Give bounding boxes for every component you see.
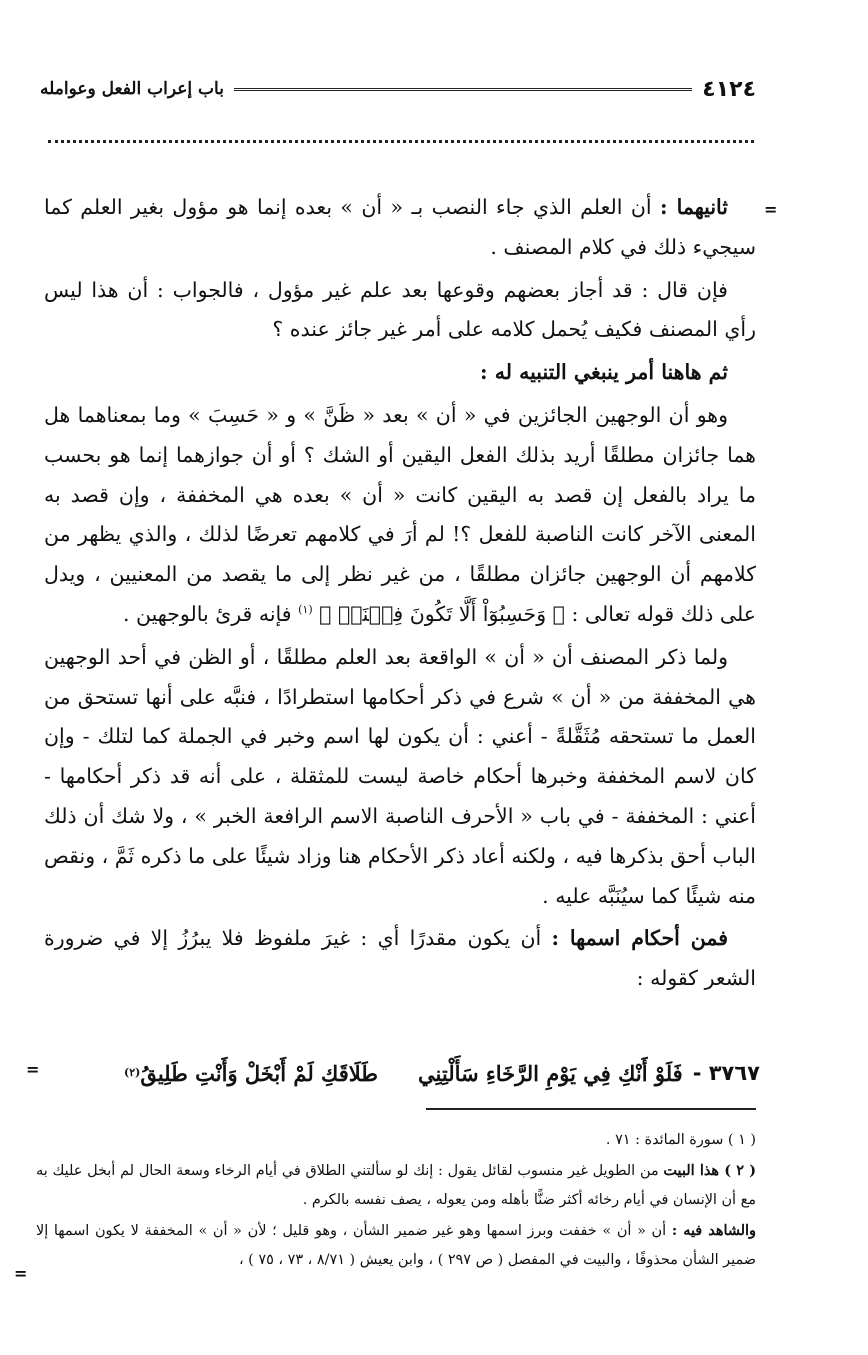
chapter-title: باب إعراب الفعل وعوامله	[40, 79, 224, 99]
verse-hemistich-1: فَلَوْ أَنْكِ فِي يَوْمِ الرَّخَاءِ سَأَلْتِنِي	[418, 1060, 683, 1086]
paragraph: ثانيهما : أن العلم الذي جاء النصب بـ « أن » بعده إنما هو مؤول بغير العلم كما سيجيء ذلك في كلام المصنف .	[44, 195, 756, 259]
paragraph-heading: ثم هاهنا أمر ينبغي التنبيه له :	[480, 360, 728, 385]
verse-hemistich-2: طَلَاقَكِ لَمْ أَبْخَلْ وَأَنْتِ طَلِيقُ	[140, 1060, 379, 1086]
footnote-ref: (١)	[298, 603, 313, 617]
paragraph: ولما ذكر المصنف أن « أن » الواقعة بعد العلم مطلقًا ، أو الظن في أحد الوجهين هي المخففة من « أن » شرع في ذكر أحكامها استطرادًا ، فنبَّه على أنها تستحق من العمل ما تستحقه مُثَقَّلةً - أعني : أن يكون لها اسم وخبر في الجملة كما لتلك - وإن كان لاسم المخففة وخبرها أحكام خاصة ليست للمثقلة ، على أنه قد ذكر أحكامها - أعني : المخففة - في باب « الأحرف الناصبة الاسم الرافعة الخبر » ، ولا شك أن ذلك الباب أحق بذكرها فيه ، ولكنه أعاد ذكر الأحكام هنا وزاد شيئًا على ما ذكره ثَمَّ ، ونقص منه شيئًا كما سيُنَبَّه عليه .	[44, 644, 756, 908]
paragraph: فمن أحكام اسمها : أن يكون مقدرًا أي : غيرَ ملفوظ فلا يبرُزُ إلا في ضرورة الشعر كقوله :	[44, 926, 756, 991]
running-header	[40, 72, 756, 106]
dotted-divider	[48, 140, 754, 155]
footnote: والشاهد فيه : أن « أن » خففت وبرز اسمها وهو غير ضمير الشأن ، وهو قليل ؛ لأن « أن » المخففة لا يكون اسمها إلا ضمير الشأن محذوفًا ، والبيت في المفصل ( ص ٢٩٧ ) ، وابن يعيش ( ٨/٧١ ، ٧٣ ، ٧٥ ) ،	[36, 1221, 756, 1268]
margin-mark-verse: =	[26, 1060, 40, 1079]
poetry-verse: ٣٧٦٧ - فَلَوْ أَنْكِ فِي يَوْمِ الرَّخَاءِ سَأَلْتِنِي طَلَاقَكِ لَمْ أَبْخَلْ وَأَنْتِ طَلِيقُ (٢)	[123, 1060, 760, 1086]
verse-number: ٣٧٦٧ -	[692, 1061, 760, 1085]
footnote: ( ١ ) سورة المائدة : ٧١ .	[605, 1132, 756, 1148]
margin-mark-top: =	[764, 200, 778, 219]
footnote-rule	[426, 1108, 756, 1110]
header-rule	[234, 88, 692, 91]
margin-mark-footnote: =	[14, 1264, 28, 1283]
footnote: ( ٢ ) هذا البيت من الطويل غير منسوب لقائل يقول : إنك لو سألتني الطلاق في أيام الرخاء وسعة الحال لم أبخل عليك به مع أن الإنسان في أيام رخائه أكثر ضنًّا بأهله ومن يعوله ، يصف نفسه بالكرم .	[36, 1161, 757, 1208]
quran-quote: ﴿ وَحَسِبُوٓاْ أَلَّا تَكُونَ فِتۡنَةٞ ﴾	[319, 601, 565, 626]
paragraph: فإن قال : قد أجاز بعضهم وقوعها بعد علم غير مؤول ، فالجواب : أن هذا ليس رأي المصنف فكيف يُحمل كلامه على أمر غير جائز عنده ؟	[44, 277, 756, 342]
page-number: ٤١٢٤	[702, 76, 756, 102]
footnotes	[36, 1126, 756, 1276]
paragraph: وهو أن الوجهين الجائزين في « أن » بعد « ظَنَّ » و « حَسِبَ » وما بمعناهما هل هما جائزان مطلقًا أريد بذلك الفعل اليقين أو الشك ؟ أو أن جوازهما إنما هو بحسب ما يراد بالفعل إن قصد به اليقين كانت « أن » بعده هي المخففة ، وإن قصد به المعنى الآخر كانت الناصبة للفعل ؟! لم أرَ في كلامهم تعرضًا لذلك ، والذي يظهر من كلامهم أن الوجهين جائزان مطلقًا ، من غير نظر إلى ما يقصد من المعنيين ، ويدل على ذلك قوله تعالى : ﴿ وَحَسِبُوٓاْ أَلَّا تَكُونَ فِتۡنَةٞ ﴾ $^{(١)}$ فإنه قرئ بالوجهين .	[44, 402, 756, 626]
main-text	[44, 188, 756, 1002]
